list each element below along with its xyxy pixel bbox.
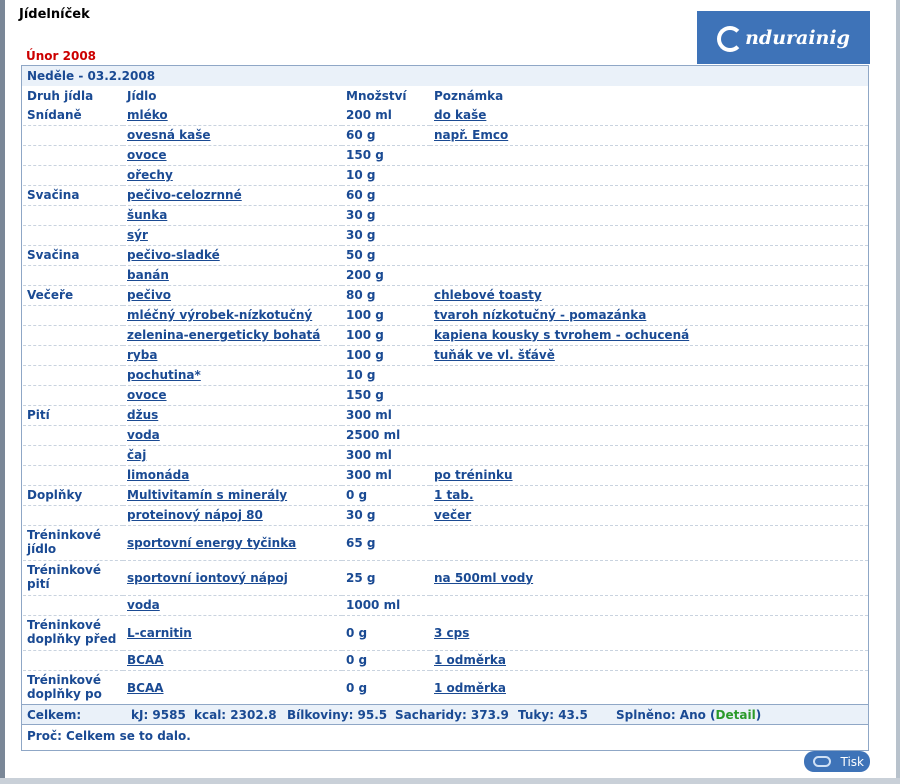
meal-type-cell bbox=[23, 406, 123, 426]
amount-cell: 150 g bbox=[346, 388, 384, 402]
totals-done-text: Splněno: Ano ( bbox=[616, 708, 716, 722]
food-cell bbox=[123, 616, 342, 651]
food-cell bbox=[123, 446, 342, 466]
note-cell bbox=[430, 346, 868, 366]
note-cell bbox=[430, 526, 868, 561]
food-cell bbox=[123, 206, 342, 226]
meal-type-cell: Pití bbox=[27, 408, 50, 422]
note-link[interactable]: 1 odměrka bbox=[434, 653, 506, 667]
note-cell bbox=[430, 561, 868, 596]
amount-cell bbox=[342, 526, 430, 561]
amount-cell: 1000 ml bbox=[346, 598, 401, 612]
note-link[interactable]: do kaše bbox=[434, 108, 487, 122]
amount-cell bbox=[342, 146, 430, 166]
note-cell bbox=[430, 671, 868, 706]
amount-cell: 200 ml bbox=[346, 108, 392, 122]
table-row bbox=[23, 561, 868, 596]
totals-fat: Tuky: 43.5 bbox=[518, 708, 588, 722]
food-link[interactable]: proteinový nápoj 80 bbox=[127, 508, 263, 522]
meal-type-cell bbox=[23, 266, 123, 286]
note-cell bbox=[430, 446, 868, 466]
note-cell bbox=[430, 326, 868, 346]
amount-cell bbox=[342, 266, 430, 286]
note-cell bbox=[430, 206, 868, 226]
food-cell bbox=[123, 366, 342, 386]
meal-type-cell: Tréninkové doplňky před bbox=[27, 618, 117, 646]
table-row bbox=[23, 206, 868, 226]
amount-cell bbox=[342, 616, 430, 651]
food-link[interactable]: Multivitamín s minerály bbox=[127, 488, 288, 502]
table-row bbox=[23, 266, 868, 286]
meal-type-cell bbox=[23, 651, 123, 671]
note-link[interactable]: 1 tab. bbox=[434, 488, 474, 502]
table-row bbox=[23, 596, 868, 616]
table-row bbox=[23, 671, 868, 706]
amount-cell: 10 g bbox=[346, 368, 376, 382]
meal-type-cell bbox=[23, 426, 123, 446]
amount-cell bbox=[342, 671, 430, 706]
col-header-amount: Množství bbox=[346, 89, 407, 103]
table-row bbox=[23, 146, 868, 166]
col-header-note: Poznámka bbox=[434, 89, 504, 103]
note-cell bbox=[430, 266, 868, 286]
amount-cell: 60 g bbox=[346, 128, 376, 142]
detail-link[interactable]: Detail bbox=[715, 708, 756, 722]
food-cell bbox=[123, 246, 342, 266]
food-cell bbox=[123, 596, 342, 616]
food-link[interactable]: voda bbox=[127, 598, 160, 612]
food-link[interactable]: šunka bbox=[127, 208, 168, 222]
amount-cell: 100 g bbox=[346, 328, 384, 342]
meal-type-cell bbox=[23, 671, 123, 706]
meal-type-cell: Tréninkové doplňky po bbox=[27, 673, 102, 701]
meal-type-cell bbox=[23, 561, 123, 596]
food-link[interactable]: čaj bbox=[127, 448, 147, 462]
food-cell bbox=[123, 671, 342, 706]
note-link[interactable]: kapiena kousky s tvrohem - ochucená bbox=[434, 328, 690, 342]
food-link[interactable]: pečivo bbox=[127, 288, 172, 302]
table-row bbox=[23, 426, 868, 446]
note-cell bbox=[430, 186, 868, 206]
endurainig-logo bbox=[697, 11, 870, 64]
food-link[interactable]: pečivo-celozrnné bbox=[127, 188, 242, 202]
food-link[interactable]: BCAA bbox=[127, 680, 164, 695]
amount-cell: 30 g bbox=[346, 208, 376, 222]
amount-cell bbox=[342, 506, 430, 526]
meal-type-cell bbox=[23, 306, 123, 326]
window-frame-right bbox=[896, 0, 900, 784]
amount-cell bbox=[342, 166, 430, 186]
note-cell bbox=[430, 286, 868, 306]
food-cell bbox=[123, 266, 342, 286]
meal-type-cell bbox=[23, 106, 123, 126]
food-link[interactable]: mléčný výrobek-nízkotučný bbox=[127, 308, 313, 322]
page-title: Jídelníček bbox=[19, 7, 90, 22]
amount-cell: 50 g bbox=[346, 248, 376, 262]
note-cell bbox=[430, 126, 868, 146]
amount-cell: 80 g bbox=[346, 288, 376, 302]
note-cell bbox=[430, 596, 868, 616]
meal-type-cell bbox=[23, 596, 123, 616]
meal-type-cell bbox=[23, 206, 123, 226]
note-cell bbox=[430, 486, 868, 506]
window-frame-left bbox=[0, 0, 5, 784]
food-link[interactable]: ovoce bbox=[127, 148, 167, 162]
food-link[interactable]: voda bbox=[127, 428, 160, 442]
table-row bbox=[23, 466, 868, 486]
amount-cell: 65 g bbox=[346, 535, 376, 550]
table-row bbox=[23, 506, 868, 526]
totals-bar bbox=[22, 704, 868, 725]
food-cell bbox=[123, 306, 342, 326]
food-link[interactable]: BCAA bbox=[127, 653, 164, 667]
food-cell bbox=[123, 466, 342, 486]
food-link[interactable]: sportovní energy tyčinka bbox=[127, 535, 297, 550]
amount-cell bbox=[342, 326, 430, 346]
note-cell bbox=[430, 306, 868, 326]
amount-cell: 30 g bbox=[346, 228, 376, 242]
note-cell bbox=[430, 246, 868, 266]
meal-type-cell: Tréninkové pití bbox=[27, 563, 101, 591]
food-cell bbox=[123, 386, 342, 406]
amount-cell bbox=[342, 426, 430, 446]
amount-cell bbox=[342, 446, 430, 466]
amount-cell: 0 g bbox=[346, 488, 368, 502]
col-header-food: Jídlo bbox=[127, 89, 157, 103]
amount-cell: 100 g bbox=[346, 308, 384, 322]
food-link[interactable]: džus bbox=[127, 408, 159, 422]
meal-type-cell bbox=[23, 226, 123, 246]
amount-cell: 25 g bbox=[346, 570, 376, 585]
food-cell bbox=[123, 286, 342, 306]
food-cell bbox=[123, 146, 342, 166]
totals-done bbox=[616, 708, 761, 722]
table-row bbox=[23, 486, 868, 506]
amount-cell bbox=[342, 206, 430, 226]
note-cell bbox=[430, 166, 868, 186]
meal-type-cell bbox=[23, 386, 123, 406]
meal-type-cell bbox=[23, 616, 123, 651]
meal-type-cell: Doplňky bbox=[27, 488, 83, 502]
food-link[interactable]: banán bbox=[127, 268, 169, 282]
meal-type-cell: Tréninkové jídlo bbox=[27, 528, 101, 556]
print-button[interactable] bbox=[804, 751, 870, 772]
totals-kj: kJ: 9585 bbox=[131, 708, 186, 722]
food-link[interactable]: ořechy bbox=[127, 168, 173, 182]
food-cell bbox=[123, 226, 342, 246]
food-cell bbox=[123, 106, 342, 126]
table-row bbox=[23, 286, 868, 306]
note-link[interactable]: 3 cps bbox=[434, 625, 470, 640]
amount-cell: 0 g bbox=[346, 625, 368, 640]
note-cell bbox=[430, 651, 868, 671]
table-row bbox=[23, 126, 868, 146]
table-row bbox=[23, 306, 868, 326]
amount-cell: 2500 ml bbox=[346, 428, 401, 442]
amount-cell bbox=[342, 651, 430, 671]
day-title: Neděle - 03.2.2008 bbox=[27, 69, 156, 83]
logo-swoosh-icon bbox=[717, 26, 743, 52]
food-cell bbox=[123, 346, 342, 366]
amount-cell bbox=[342, 406, 430, 426]
note-link[interactable]: na 500ml vody bbox=[434, 570, 534, 585]
food-cell bbox=[123, 426, 342, 446]
note-cell bbox=[430, 226, 868, 246]
food-link[interactable]: mléko bbox=[127, 108, 168, 122]
totals-done-end: ) bbox=[755, 708, 762, 722]
food-cell bbox=[123, 326, 342, 346]
amount-cell: 300 ml bbox=[346, 468, 392, 482]
window-frame-bottom bbox=[0, 778, 900, 784]
amount-cell bbox=[342, 486, 430, 506]
table-row bbox=[23, 616, 868, 651]
meal-type-cell: Večeře bbox=[27, 288, 74, 302]
table-row bbox=[23, 366, 868, 386]
meal-type-cell: Svačina bbox=[27, 248, 80, 262]
amount-cell: 10 g bbox=[346, 168, 376, 182]
food-cell bbox=[123, 506, 342, 526]
table-row bbox=[23, 186, 868, 206]
meal-type-cell bbox=[23, 146, 123, 166]
amount-cell: 200 g bbox=[346, 268, 384, 282]
food-cell bbox=[123, 651, 342, 671]
col-header-type: Druh jídla bbox=[27, 89, 94, 103]
table-row bbox=[23, 446, 868, 466]
meal-type-cell bbox=[23, 186, 123, 206]
table-row bbox=[23, 226, 868, 246]
note-cell bbox=[430, 406, 868, 426]
meal-type-cell bbox=[23, 526, 123, 561]
amount-cell: 30 g bbox=[346, 508, 376, 522]
amount-cell: 0 g bbox=[346, 680, 368, 695]
meal-type-cell bbox=[23, 366, 123, 386]
amount-cell: 0 g bbox=[346, 653, 368, 667]
totals-kcal: kcal: 2302.8 bbox=[194, 708, 277, 722]
totals-label: Celkem: bbox=[27, 708, 82, 722]
food-cell bbox=[123, 486, 342, 506]
print-button-label: Tisk bbox=[840, 754, 864, 769]
food-link[interactable]: limonáda bbox=[127, 468, 190, 482]
totals-carbs: Sacharidy: 373.9 bbox=[395, 708, 509, 722]
meal-type-cell bbox=[23, 326, 123, 346]
amount-cell bbox=[342, 306, 430, 326]
note-link[interactable]: po tréninku bbox=[434, 468, 513, 482]
meal-type-cell bbox=[23, 486, 123, 506]
note-cell bbox=[430, 146, 868, 166]
meal-type-cell bbox=[23, 446, 123, 466]
amount-cell bbox=[342, 466, 430, 486]
meal-type-cell bbox=[23, 246, 123, 266]
food-cell bbox=[123, 526, 342, 561]
food-cell bbox=[123, 186, 342, 206]
meal-type-cell bbox=[23, 166, 123, 186]
table-row bbox=[23, 346, 868, 366]
food-link[interactable]: sýr bbox=[127, 228, 148, 242]
logo-text: ndurainig bbox=[745, 26, 850, 49]
note-link[interactable]: chlebové toasty bbox=[434, 288, 542, 302]
amount-cell: 300 ml bbox=[346, 448, 392, 462]
amount-cell bbox=[342, 106, 430, 126]
food-link[interactable]: ryba bbox=[127, 348, 158, 362]
amount-cell bbox=[342, 561, 430, 596]
note-link[interactable]: večer bbox=[434, 508, 472, 522]
amount-cell bbox=[342, 186, 430, 206]
table-row bbox=[23, 386, 868, 406]
meal-type-cell bbox=[23, 466, 123, 486]
food-cell bbox=[123, 561, 342, 596]
amount-cell: 150 g bbox=[346, 148, 384, 162]
food-link[interactable]: ovoce bbox=[127, 388, 167, 402]
meal-type-cell bbox=[23, 506, 123, 526]
amount-cell bbox=[342, 126, 430, 146]
food-cell bbox=[123, 126, 342, 146]
food-link[interactable]: pečivo-sladké bbox=[127, 248, 220, 262]
amount-cell bbox=[342, 246, 430, 266]
amount-cell bbox=[342, 226, 430, 246]
meal-type-cell bbox=[23, 286, 123, 306]
table-row bbox=[23, 326, 868, 346]
table-row bbox=[23, 651, 868, 671]
note-cell bbox=[430, 426, 868, 446]
note-cell bbox=[430, 366, 868, 386]
food-cell bbox=[123, 166, 342, 186]
meal-type-cell bbox=[23, 346, 123, 366]
amount-cell: 300 ml bbox=[346, 408, 392, 422]
note-link[interactable]: např. Emco bbox=[434, 128, 509, 142]
table-row bbox=[23, 246, 868, 266]
amount-cell bbox=[342, 366, 430, 386]
totals-protein: Bílkoviny: 95.5 bbox=[287, 708, 388, 722]
amount-cell bbox=[342, 286, 430, 306]
note-cell bbox=[430, 506, 868, 526]
note-link[interactable]: tuňák ve vl. šťávě bbox=[434, 348, 555, 362]
table-row bbox=[23, 166, 868, 186]
print-arrow-icon bbox=[813, 756, 831, 767]
month-title: Únor 2008 bbox=[26, 49, 97, 63]
food-link[interactable]: zelenina-energeticky bohatá bbox=[127, 328, 321, 342]
amount-cell bbox=[342, 346, 430, 366]
amount-cell bbox=[342, 596, 430, 616]
table-row bbox=[23, 526, 868, 561]
menu-table bbox=[23, 106, 868, 706]
food-link[interactable]: pochutina* bbox=[127, 368, 201, 382]
note-link[interactable]: 1 odměrka bbox=[434, 680, 506, 695]
meal-type-cell: Snídaně bbox=[27, 108, 82, 122]
food-link[interactable]: ovesná kaše bbox=[127, 128, 211, 142]
note-cell bbox=[430, 386, 868, 406]
table-row bbox=[23, 106, 868, 126]
amount-cell: 100 g bbox=[346, 348, 384, 362]
amount-cell bbox=[342, 386, 430, 406]
note-link[interactable]: tvaroh nízkotučný - pomazánka bbox=[434, 308, 647, 322]
food-cell bbox=[123, 406, 342, 426]
day-comment: Proč: Celkem se to dalo. bbox=[27, 729, 191, 743]
food-link[interactable]: sportovní iontový nápoj bbox=[127, 570, 288, 585]
note-cell bbox=[430, 466, 868, 486]
amount-cell: 60 g bbox=[346, 188, 376, 202]
note-cell bbox=[430, 616, 868, 651]
meal-type-cell: Svačina bbox=[27, 188, 80, 202]
food-link[interactable]: L-carnitin bbox=[127, 625, 192, 640]
table-row bbox=[23, 406, 868, 426]
meal-type-cell bbox=[23, 126, 123, 146]
note-cell bbox=[430, 106, 868, 126]
